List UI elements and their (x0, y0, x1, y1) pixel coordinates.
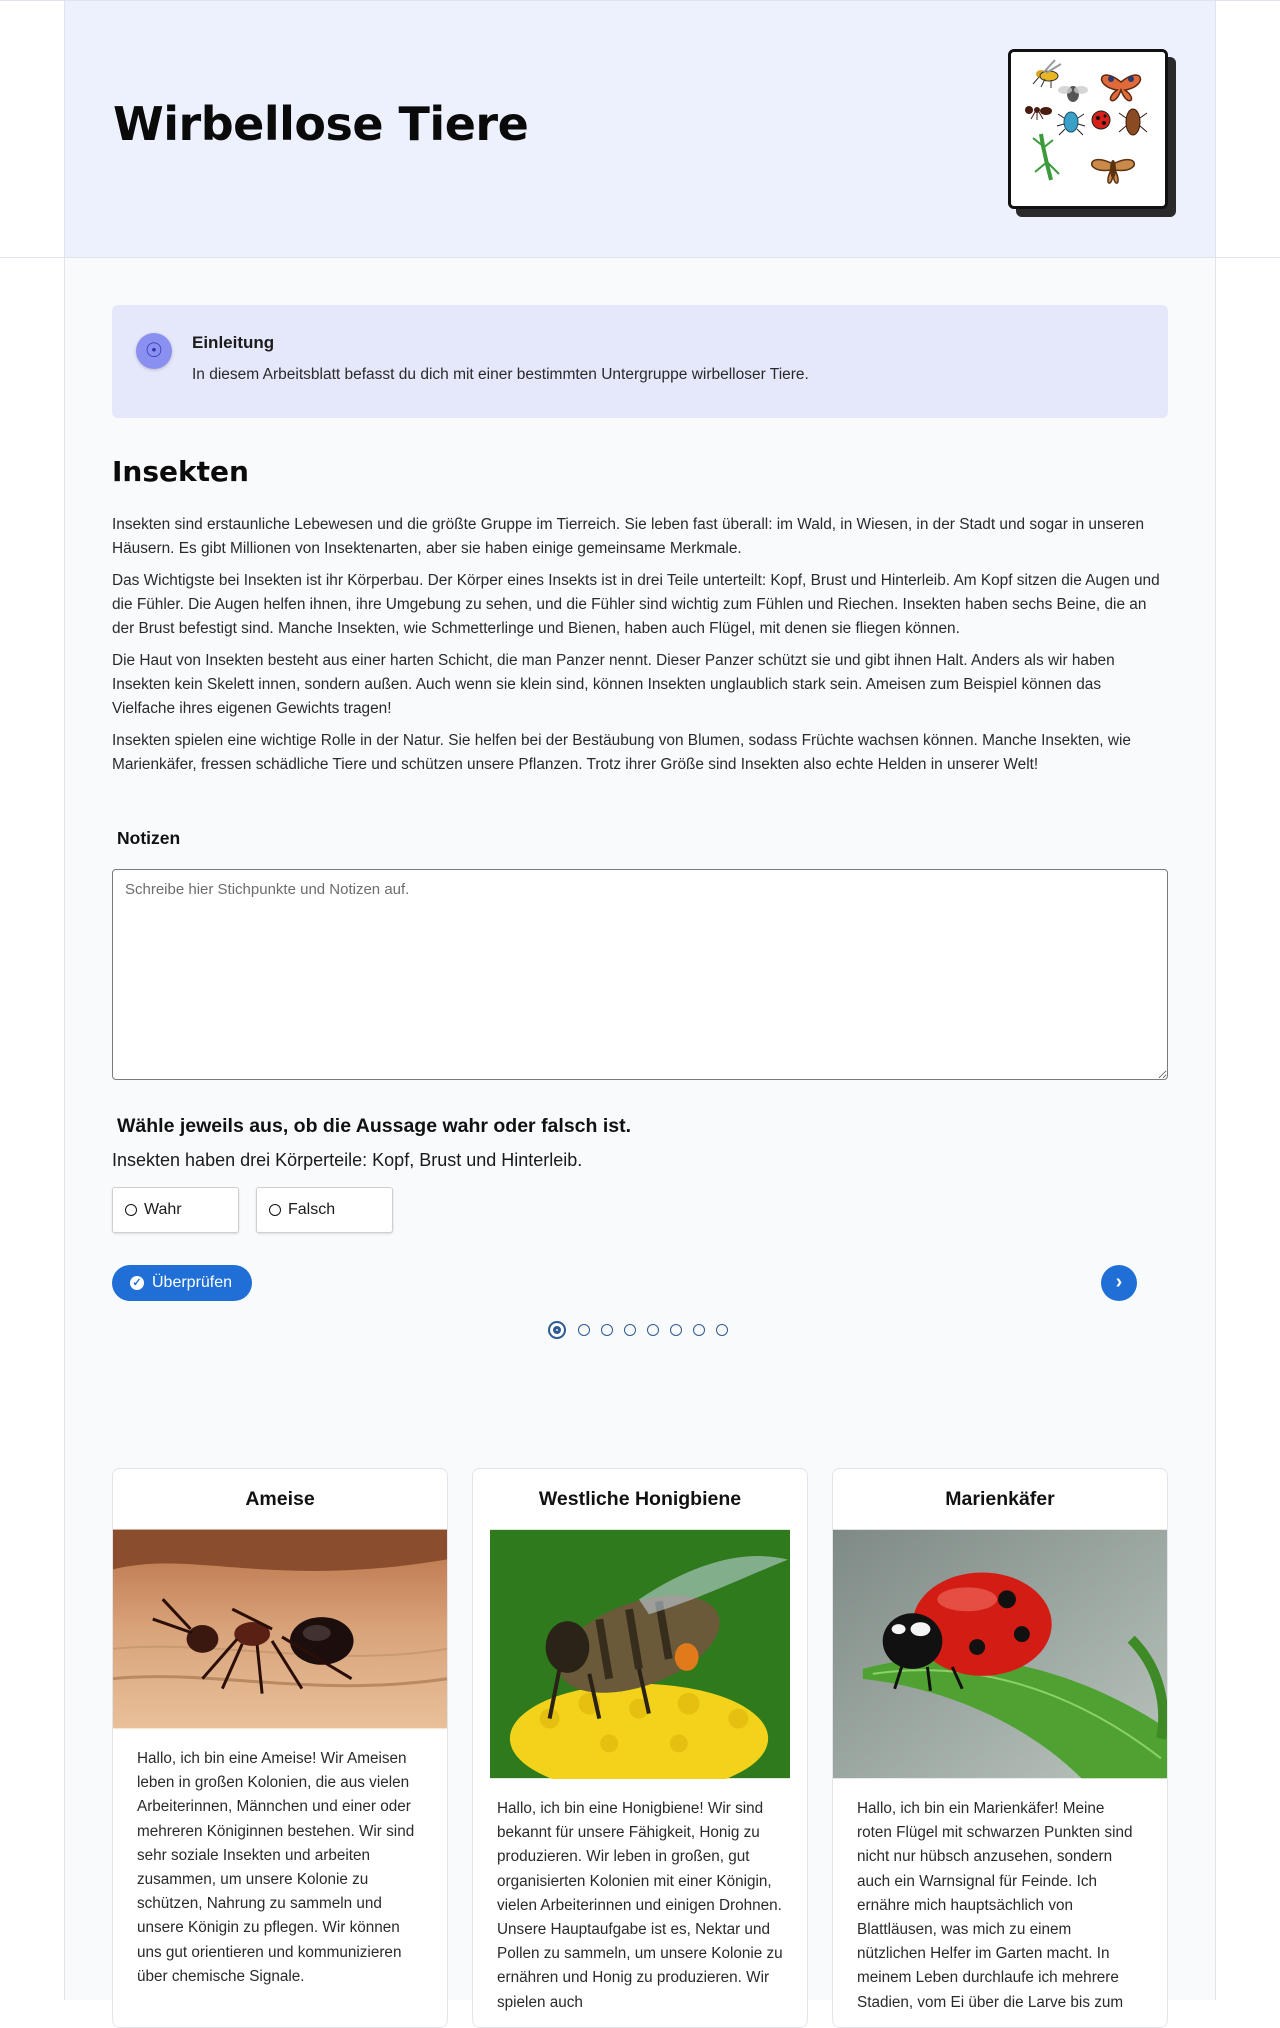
option-label: Falsch (288, 1201, 336, 1218)
notes-label: Notizen (117, 828, 181, 848)
info-icon: ☉ (136, 333, 172, 369)
option-label: Wahr (144, 1201, 182, 1218)
quiz-instruction: Wähle jeweils aus, ob die Aussage wahr oder falsch ist. (117, 1115, 632, 1137)
ladybug-photo (833, 1529, 1167, 1779)
card-ladybug (832, 1468, 1168, 2028)
check-button-label: Überprüfen (152, 1274, 233, 1291)
pagination-dot[interactable] (601, 1324, 613, 1336)
radio-icon[interactable] (269, 1204, 281, 1216)
notes-textarea[interactable] (112, 869, 1168, 1080)
pagination-dot[interactable] (670, 1324, 682, 1336)
intro-callout (112, 305, 1168, 418)
intro-title: Einleitung (192, 333, 275, 352)
next-question-button[interactable] (1101, 1265, 1137, 1301)
question-pagination (548, 1321, 728, 1339)
card-text: Hallo, ich bin eine Ameise! Wir Ameisen leben in großen Kolonien, die aus vielen Arbeiterinnen, Männchen und einer oder mehreren Königinnen bestehen. Wir sind sehr soziale Insekten und arbeiten zusammen, um unsere Kolonie zu schützen, Nahrung zu sammeln und unsere Königin zu pflegen. Wir können uns gut orientieren und kommunizieren über chemische Signale. (137, 1750, 415, 1985)
card-text: Hallo, ich bin eine Honigbiene! Wir sind bekannt für unsere Fähigkeit, Honig zu produzieren. Wir leben in großen, gut organisierten Kolonien mit einer Königin, vielen Arbeiterinnen und einigen Drohnen. Unsere Hauptaufgabe ist es, Nektar und Pollen zu sammeln, um unsere Kolonie zu ernähren und Honig zu produzieren. Wir spielen auch (497, 1800, 783, 2011)
paragraph: Das Wichtigste bei Insekten ist ihr Körperbau. Der Körper eines Insekts ist in drei Teile unterteilt: Kopf, Brust und Hinterleib. Am Kopf sitzen die Augen und die Fühler. Die Augen helfen ihnen, ihre Umgebung zu sehen, und die Fühler sind wichtig zum Fühlen und Riechen. Insekten haben sechs Beine, die an der Brust befestigt sind. Manche Insekten, wie Schmetterlinge und Bienen, haben auch Flügel, mit denen sie fliegen können. (112, 572, 1160, 637)
intro-text: In diesem Arbeitsblatt befasst du dich mit einer bestimmten Untergruppe wirbelloser Tiere. (192, 366, 809, 383)
insects-illustration (1008, 49, 1168, 209)
card-title: Westliche Honigbiene (538, 1488, 742, 1510)
section-title: Insekten (112, 455, 249, 488)
radio-icon[interactable] (125, 1204, 137, 1216)
check-circle-icon: ✓ (130, 1276, 144, 1290)
section-body (112, 513, 1168, 785)
ant-photo (113, 1529, 447, 1729)
quiz-question: Insekten haben drei Körperteile: Kopf, Brust und Hinterleib. (112, 1150, 583, 1170)
card-ant (112, 1468, 448, 2028)
pagination-dot[interactable] (647, 1324, 659, 1336)
honeybee-photo (490, 1529, 790, 1779)
pagination-dot[interactable] (578, 1324, 590, 1336)
option-true[interactable] (112, 1187, 239, 1233)
header-banner (0, 0, 1280, 258)
chevron-right-icon: › (1115, 1271, 1123, 1293)
card-title: Ameise (245, 1488, 315, 1510)
pagination-dot[interactable] (548, 1321, 566, 1339)
card-honeybee (472, 1468, 808, 2028)
card-title: Marienkäfer (945, 1488, 1055, 1510)
card-text: Hallo, ich bin ein Marienkäfer! Meine roten Flügel mit schwarzen Punkten sind nicht nur hübsch anzusehen, sondern auch ein Warnsignal für Feinde. Ich ernähre mich hauptsächlich von Blattläusen, was mich zu einem nützlichen Helfer im Garten macht. In meinem Leben durchlaufe ich mehrere Stadien, vom Ei über die Larve bis zum (857, 1800, 1133, 2011)
option-false[interactable] (256, 1187, 393, 1233)
check-button[interactable] (112, 1265, 252, 1301)
pagination-dot[interactable] (624, 1324, 636, 1336)
pagination-dot[interactable] (693, 1324, 705, 1336)
pagination-dot[interactable] (716, 1324, 728, 1336)
paragraph: Insekten sind erstaunliche Lebewesen und die größte Gruppe im Tierreich. Sie leben fast überall: im Wald, in Wiesen, in der Stadt und sogar in unseren Häusern. Es gibt Millionen von Insektenarten, aber sie haben einige gemeinsame Merkmale. (112, 516, 1145, 557)
insect-cards (112, 1468, 1168, 2028)
paragraph: Die Haut von Insekten besteht aus einer harten Schicht, die man Panzer nennt. Dieser Panzer schützt sie und gibt ihnen Halt. Anders als wir haben Insekten kein Skelett innen, sondern außen. Auch wenn sie klein sind, können Insekten unglaublich stark sein. Ameisen zum Beispiel können das Vielfache ihres eigenen Gewichts tragen! (112, 652, 1115, 717)
paragraph: Insekten spielen eine wichtige Rolle in der Natur. Sie helfen bei der Bestäubung von Blumen, sodass Früchte wachsen können. Manche Insekten, wie Marienkäfer, fressen schädliche Tiere und schützen unsere Pflanzen. Trotz ihrer Größe sind Insekten also echte Helden in unserer Welt! (112, 732, 1131, 773)
page-title: Wirbellose Tiere (113, 97, 529, 151)
